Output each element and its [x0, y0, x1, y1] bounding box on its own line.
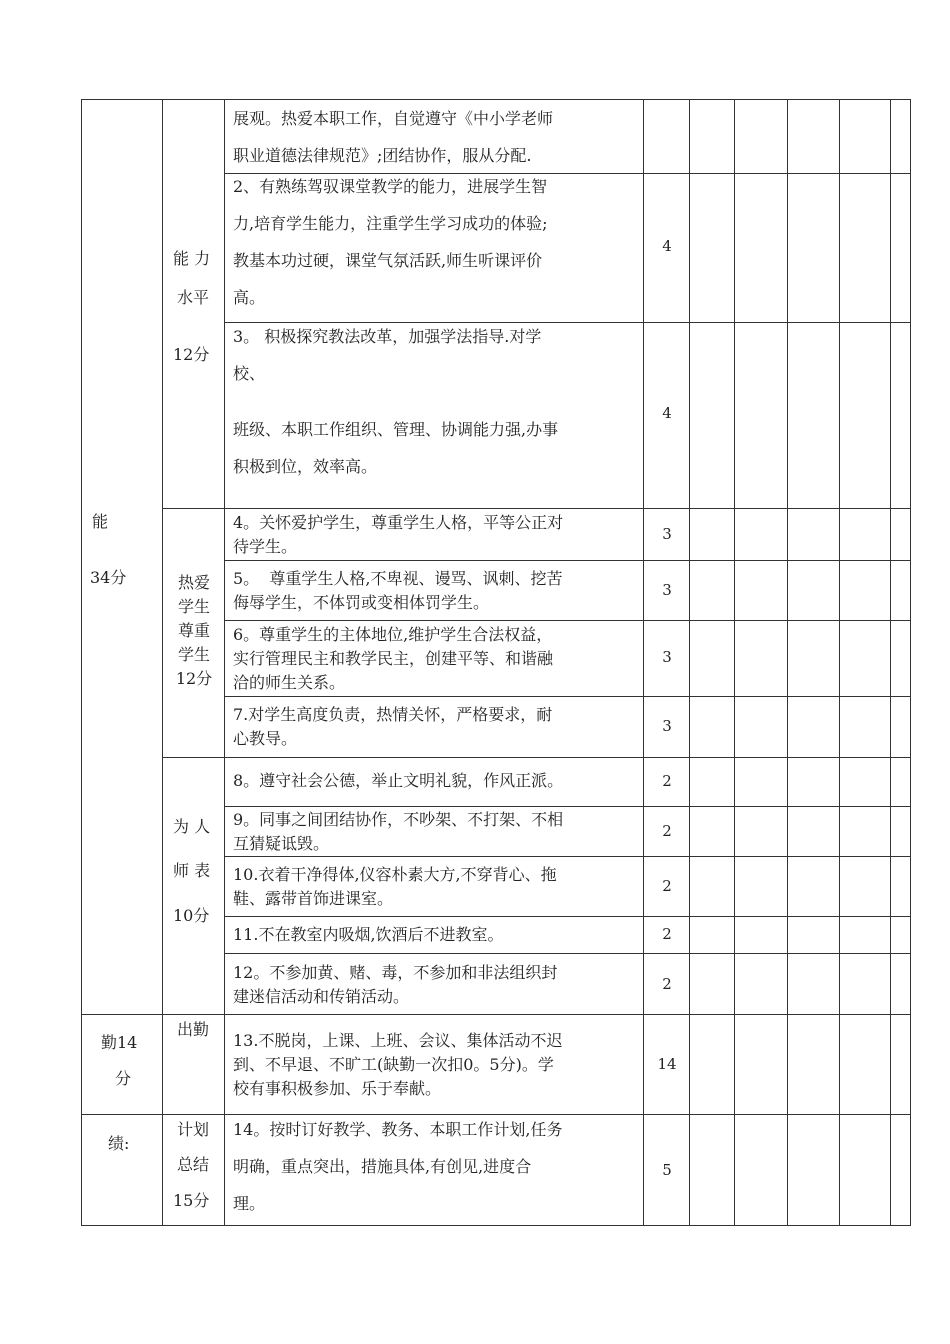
category-capability-line2: 水平	[177, 288, 210, 307]
category-plan-cell	[162, 1114, 225, 1226]
rating-cell	[839, 757, 891, 807]
item-content-cell	[224, 1014, 644, 1115]
item-text: 7.对学生高度负责，热情关怀，严格要求，耐 心教导。	[233, 705, 553, 748]
item-content-cell	[224, 620, 644, 697]
rating-cell	[787, 696, 840, 758]
rating-cell	[734, 916, 788, 954]
category-plan-line1: 计划	[177, 1120, 210, 1139]
category-conduct-line3: 10分	[173, 906, 210, 925]
category-capability-line3: 12分	[173, 345, 210, 364]
item-score-cell	[643, 1114, 690, 1226]
item-text: 5。 尊重学生人格,不卑视、谩骂、讽刺、挖苦 侮辱学生，不体罚或变相体罚学生。	[233, 569, 563, 612]
rating-cell	[890, 757, 911, 807]
item-score: 4	[662, 237, 672, 255]
item-score-cell	[643, 620, 690, 697]
rating-cell	[839, 99, 891, 174]
item-text: 展观。热爱本职工作，自觉遵守《中小学老师 职业道德法律规范》;团结协作，服从分配.	[233, 109, 554, 165]
rating-cell	[839, 806, 891, 857]
rating-cell	[787, 1114, 840, 1226]
rating-cell	[839, 1014, 891, 1115]
rating-cell	[839, 560, 891, 621]
rating-cell	[734, 696, 788, 758]
rating-cell	[787, 620, 840, 697]
rating-cell	[839, 173, 891, 323]
item-text: 6。尊重学生的主体地位,维护学生合法权益， 实行管理民主和教学民主，创建平等、和谐融 洽的师生关系。	[233, 625, 554, 692]
category-capability-cell	[162, 99, 225, 509]
rating-cell	[787, 560, 840, 621]
category-conduct-cell	[162, 757, 225, 1015]
item-text: 4。关怀爱护学生，尊重学生人格，平等公正对 待学生。	[233, 513, 564, 556]
item-score: 2	[662, 925, 672, 943]
rating-cell	[689, 173, 735, 323]
item-content-cell	[224, 757, 644, 807]
item-score: 3	[662, 581, 672, 599]
rating-cell	[787, 916, 840, 954]
rating-cell	[734, 620, 788, 697]
rating-cell	[689, 916, 735, 954]
item-text: 9。同事之间团结协作，不吵架、不打架、不相 互猜疑诋毁。	[233, 810, 564, 853]
item-text: 11.不在教室内吸烟,饮酒后不进教室。	[233, 925, 504, 944]
category-attendance-label: 出勤	[177, 1020, 210, 1039]
section-performance-name: 绩:	[108, 1134, 130, 1153]
rating-cell	[689, 696, 735, 758]
item-score: 3	[662, 525, 672, 543]
item-text-continued: 班级、本职工作组织、管理、协调能力强,办事 积极到位，效率高。	[233, 420, 559, 476]
section-ability-cell	[81, 99, 163, 1015]
item-score: 4	[662, 404, 672, 422]
rating-cell	[689, 322, 735, 509]
item-score-cell	[643, 696, 690, 758]
item-score: 2	[662, 822, 672, 840]
item-text: 12。不参加黄、赌、毒，不参加和非法组织封 建迷信活动和传销活动。	[233, 963, 558, 1006]
section-attendance-name: 勤14	[101, 1033, 138, 1052]
rating-cell	[734, 806, 788, 857]
item-content-cell	[224, 806, 644, 857]
item-score: 2	[662, 975, 672, 993]
category-love-students-cell	[162, 508, 225, 758]
rating-cell	[689, 560, 735, 621]
rating-cell	[734, 1014, 788, 1115]
item-score-cell	[643, 953, 690, 1015]
rating-cell	[787, 99, 840, 174]
item-text: 3。 积极探究教法改革，加强学法指导.对学 校、	[233, 327, 542, 383]
category-plan-line2: 总结	[177, 1155, 210, 1174]
rating-cell	[734, 322, 788, 509]
item-text: 8。遵守社会公德，举止文明礼貌，作风正派。	[233, 771, 564, 790]
item-score-cell	[643, 757, 690, 807]
section-attendance-cell	[81, 1014, 163, 1115]
rating-cell	[734, 953, 788, 1015]
item-score-cell	[643, 806, 690, 857]
rating-cell	[890, 99, 911, 174]
rating-cell	[839, 916, 891, 954]
category-conduct-line2: 师 表	[173, 861, 211, 880]
rating-cell	[839, 322, 891, 509]
rating-cell	[890, 916, 911, 954]
rating-cell	[689, 1014, 735, 1115]
item-score: 3	[662, 717, 672, 735]
item-score: 2	[662, 772, 672, 790]
rating-cell	[839, 856, 891, 917]
rating-cell	[734, 560, 788, 621]
item-content-cell	[224, 508, 644, 561]
section-ability-name: 能	[92, 512, 109, 531]
rating-cell	[689, 508, 735, 561]
item-content-cell	[224, 560, 644, 621]
item-text: 13.不脱岗，上课、上班、会议、集体活动不迟 到、不早退、不旷工(缺勤一次扣0。5分)。学 校有事积极参加、乐于奉献。	[233, 1031, 563, 1098]
rating-cell	[689, 1114, 735, 1226]
item-content-cell	[224, 696, 644, 758]
item-content-cell	[224, 322, 644, 509]
rating-cell	[890, 1114, 911, 1226]
item-score-cell	[643, 856, 690, 917]
rating-cell	[890, 806, 911, 857]
rating-cell	[689, 953, 735, 1015]
category-attendance-cell	[162, 1014, 225, 1115]
rating-cell	[787, 508, 840, 561]
rating-cell	[734, 99, 788, 174]
section-ability-score: 34分	[90, 568, 127, 587]
item-score-cell	[643, 322, 690, 509]
rating-cell	[734, 757, 788, 807]
rating-cell	[890, 322, 911, 509]
rating-cell	[734, 1114, 788, 1226]
rating-cell	[890, 560, 911, 621]
rating-cell	[839, 953, 891, 1015]
item-text: 10.衣着干净得体,仪容朴素大方,不穿背心、拖 鞋、露带首饰进课室。	[233, 865, 557, 908]
rating-cell	[890, 696, 911, 758]
item-score: 5	[662, 1161, 672, 1179]
item-score-cell	[643, 1014, 690, 1115]
category-conduct-line1: 为 人	[173, 817, 211, 836]
rating-cell	[839, 508, 891, 561]
rating-cell	[787, 806, 840, 857]
item-score: 14	[657, 1055, 677, 1073]
item-score-cell	[643, 173, 690, 323]
rating-cell	[839, 1114, 891, 1226]
item-content-cell	[224, 1114, 644, 1226]
rating-cell	[839, 696, 891, 758]
rating-cell	[689, 856, 735, 917]
rating-cell	[890, 953, 911, 1015]
item-score-cell	[643, 916, 690, 954]
rating-cell	[839, 620, 891, 697]
rating-cell	[734, 508, 788, 561]
rating-cell	[890, 1014, 911, 1115]
evaluation-table	[81, 99, 911, 1226]
rating-cell	[787, 173, 840, 323]
rating-cell	[787, 1014, 840, 1115]
rating-cell	[689, 620, 735, 697]
item-text: 14。按时订好教学、教务、本职工作计划,任务 明确，重点突出，措施具体,有创见,进度合 理。	[233, 1120, 563, 1213]
category-capability-line1: 能 力	[173, 249, 211, 268]
rating-cell	[890, 173, 911, 323]
category-love-students-label: 热爱 学生 尊重 学生 12分	[175, 573, 213, 688]
rating-cell	[890, 856, 911, 917]
item-score-cell	[643, 560, 690, 621]
item-content-cell	[224, 953, 644, 1015]
rating-cell	[787, 322, 840, 509]
item-score: 2	[662, 877, 672, 895]
item-score: 3	[662, 648, 672, 666]
rating-cell	[734, 856, 788, 917]
item-content-cell	[224, 173, 644, 323]
rating-cell	[890, 620, 911, 697]
item-score-cell	[643, 508, 690, 561]
item-content-cell	[224, 856, 644, 917]
item-text: 2、有熟练驾驭课堂教学的能力，进展学生智 力,培育学生能力，注重学生学习成功的体验; 教基本功过硬，课堂气氛活跃,师生听课评价 高。	[233, 177, 548, 307]
rating-cell	[787, 953, 840, 1015]
section-performance-cell	[81, 1114, 163, 1226]
rating-cell	[734, 173, 788, 323]
rating-cell	[689, 757, 735, 807]
rating-cell	[787, 757, 840, 807]
rating-cell	[689, 806, 735, 857]
rating-cell	[689, 99, 735, 174]
rating-cell	[787, 856, 840, 917]
section-attendance-score: 分	[115, 1069, 132, 1088]
item-score-cell	[643, 99, 690, 174]
item-content-cell	[224, 916, 644, 954]
rating-cell	[890, 508, 911, 561]
item-content-cell	[224, 99, 644, 174]
category-plan-line3: 15分	[173, 1191, 210, 1210]
